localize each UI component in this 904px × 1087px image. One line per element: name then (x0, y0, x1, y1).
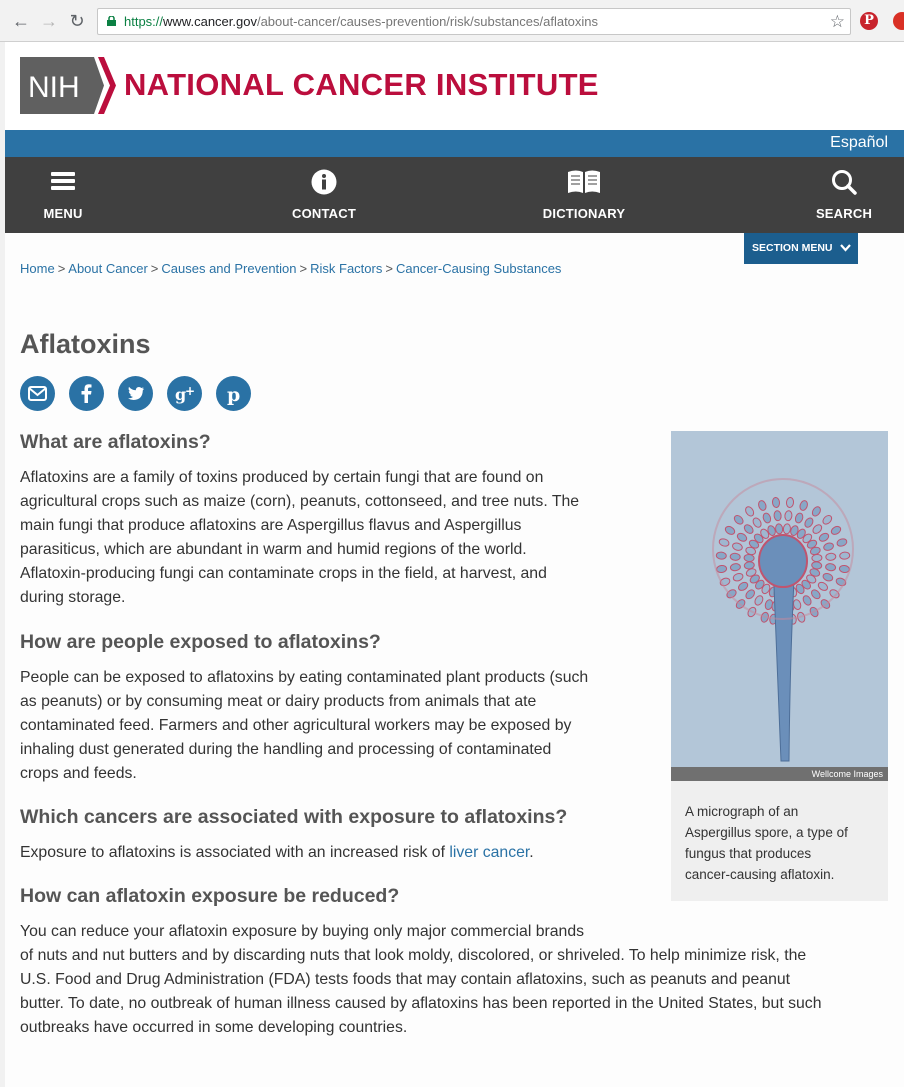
svg-text:g: g (175, 385, 187, 404)
breadcrumb-cancer-causing-substances[interactable]: Cancer-Causing Substances (395, 261, 562, 276)
info-icon (311, 169, 337, 195)
site-title[interactable]: NATIONAL CANCER INSTITUTE (124, 67, 599, 102)
liver-cancer-link[interactable]: liver cancer (449, 844, 530, 861)
pinterest-share-button[interactable] (216, 376, 251, 411)
section-paragraph (20, 841, 534, 865)
caption-line: A micrograph of an (685, 804, 799, 819)
spore-shape (839, 552, 850, 560)
paragraph-line: during storage. (20, 589, 126, 606)
breadcrumb-causes-prevention[interactable]: Causes and Prevention (161, 261, 297, 276)
breadcrumb (20, 261, 561, 276)
browser-toolbar (0, 0, 904, 42)
breadcrumb-home[interactable]: Home (20, 261, 55, 276)
breadcrumb-risk-factors[interactable]: Risk Factors (310, 261, 383, 276)
spore-shape (744, 554, 755, 562)
caption-line: Aspergillus spore, a type of (685, 825, 848, 840)
nih-logo[interactable] (20, 57, 116, 114)
nih-logo-text: NIH (28, 71, 80, 104)
address-bar[interactable] (97, 8, 851, 35)
email-icon (20, 376, 55, 411)
paragraph-line: butter. To date, no outbreak of human illness caused by aflatoxins has been reported in the United States, but such (20, 995, 822, 1012)
caption-line: fungus that produces (685, 846, 812, 861)
nav-menu-label: MENU (43, 206, 83, 221)
site-header (5, 42, 904, 130)
nav-search-label: SEARCH (815, 206, 873, 221)
spore-shape (716, 552, 727, 560)
page (5, 42, 904, 1087)
paragraph-line: as peanuts) or by consuming meat or dairy products from animals that ate (20, 693, 537, 710)
section-paragraph (20, 920, 821, 1040)
spore-shape (812, 554, 823, 562)
breadcrumb-separator: > (299, 261, 308, 276)
twitter-icon (118, 376, 153, 411)
paragraph-text: . (529, 844, 534, 861)
caption-line: cancer-causing aflatoxin. (685, 867, 835, 882)
image-credit: Wellcome Images (671, 767, 888, 781)
nav-contact[interactable] (274, 157, 374, 233)
section-menu-button[interactable] (744, 233, 858, 264)
section-heading: How can aflatoxin exposure be reduced? (20, 885, 400, 907)
section-paragraph (20, 466, 579, 610)
url-host: www.cancer.gov (163, 14, 257, 29)
breadcrumb-separator: > (385, 261, 393, 276)
url-text (124, 14, 598, 29)
book-icon (566, 169, 602, 195)
search-icon (831, 169, 857, 195)
main-nav (5, 157, 904, 233)
google-plus-share-button[interactable] (167, 376, 202, 411)
paragraph-line: inhaling dust generated during the handling and processing of contaminated (20, 741, 552, 758)
section-menu-label: SECTION MENU (752, 242, 833, 254)
nav-menu[interactable] (23, 157, 103, 233)
paragraph-line: You can reduce your aflatoxin exposure by buying only major commercial brands (20, 923, 585, 940)
pinterest-extension-icon[interactable]: P (860, 12, 878, 30)
page-title: Aflatoxins (20, 329, 151, 359)
email-share-button[interactable] (20, 376, 55, 411)
back-arrow-icon[interactable]: ← (12, 11, 30, 31)
facebook-icon (69, 376, 104, 411)
pinterest-icon (216, 376, 251, 411)
hamburger-icon (50, 169, 76, 193)
breadcrumb-separator: > (150, 261, 159, 276)
spore-shape (730, 553, 741, 561)
paragraph-line: Aflatoxin-producing fungi can contaminate crops in the field, at harvest, and (20, 565, 547, 582)
section-heading: Which cancers are associated with exposure to aflatoxins? (20, 806, 568, 828)
section-paragraph (20, 666, 588, 786)
figure-caption (685, 801, 875, 885)
paragraph-line: agricultural crops such as maize (corn), peanuts, cottonseed, and tree nuts. The (20, 493, 580, 510)
svg-text:p: p (227, 384, 241, 406)
paragraph-line: main fungi that produce aflatoxins are Aspergillus flavus and Aspergillus (20, 517, 522, 534)
micrograph-illustration (671, 431, 888, 781)
spore-shape (825, 553, 836, 561)
reload-icon[interactable]: ↻ (69, 11, 85, 31)
lock-icon (107, 16, 116, 26)
section-heading: What are aflatoxins? (20, 431, 211, 453)
paragraph-line: U.S. Food and Drug Administration (FDA) tests foods that may contain aflatoxins, such as peanuts and peanut (20, 971, 791, 988)
forward-arrow-icon[interactable]: → (40, 11, 58, 31)
breadcrumb-separator: > (57, 261, 66, 276)
section-heading: How are people exposed to aflatoxins? (20, 631, 381, 653)
chevron-down-icon (840, 244, 851, 252)
facebook-share-button[interactable] (69, 376, 104, 411)
aspergillus-micrograph-image[interactable] (671, 431, 888, 781)
paragraph-line: Aflatoxins are a family of toxins produced by certain fungi that are found on (20, 469, 544, 486)
bookmark-star-icon[interactable]: ☆ (829, 12, 845, 31)
twitter-share-button[interactable] (118, 376, 153, 411)
paragraph-line: contaminated feed. Farmers and other agricultural workers may be exposed by (20, 717, 572, 734)
paragraph-text: Exposure to aflatoxins is associated with an increased risk of (20, 844, 450, 861)
language-bar (5, 130, 904, 157)
nav-search[interactable] (804, 157, 884, 233)
nav-dictionary-label: DICTIONARY (542, 206, 626, 221)
figure (671, 431, 888, 901)
paragraph-line: of nuts and nut butters and by discarding nuts that look moldy, discolored, or shriveled. To help minimize risk, the (20, 947, 807, 964)
breadcrumb-about-cancer[interactable]: About Cancer (68, 261, 148, 276)
google-plus-icon (167, 376, 202, 411)
url-scheme: https:// (124, 14, 164, 29)
extension-icon[interactable] (893, 12, 904, 30)
paragraph-line: parasiticus, which are abundant in warm and humid regions of the world. (20, 541, 527, 558)
paragraph-line: outbreaks have occurred in some developing countries. (20, 1019, 408, 1036)
nav-contact-label: CONTACT (292, 206, 356, 221)
url-path: /about-cancer/causes-prevention/risk/substances/aflatoxins (256, 14, 599, 29)
espanol-link[interactable]: Español (830, 134, 888, 151)
svg-text:+: + (185, 384, 196, 398)
nav-dictionary[interactable] (529, 157, 639, 233)
paragraph-line: crops and feeds. (20, 765, 137, 782)
paragraph-line: People can be exposed to aflatoxins by eating contaminated plant products (such (20, 669, 589, 686)
